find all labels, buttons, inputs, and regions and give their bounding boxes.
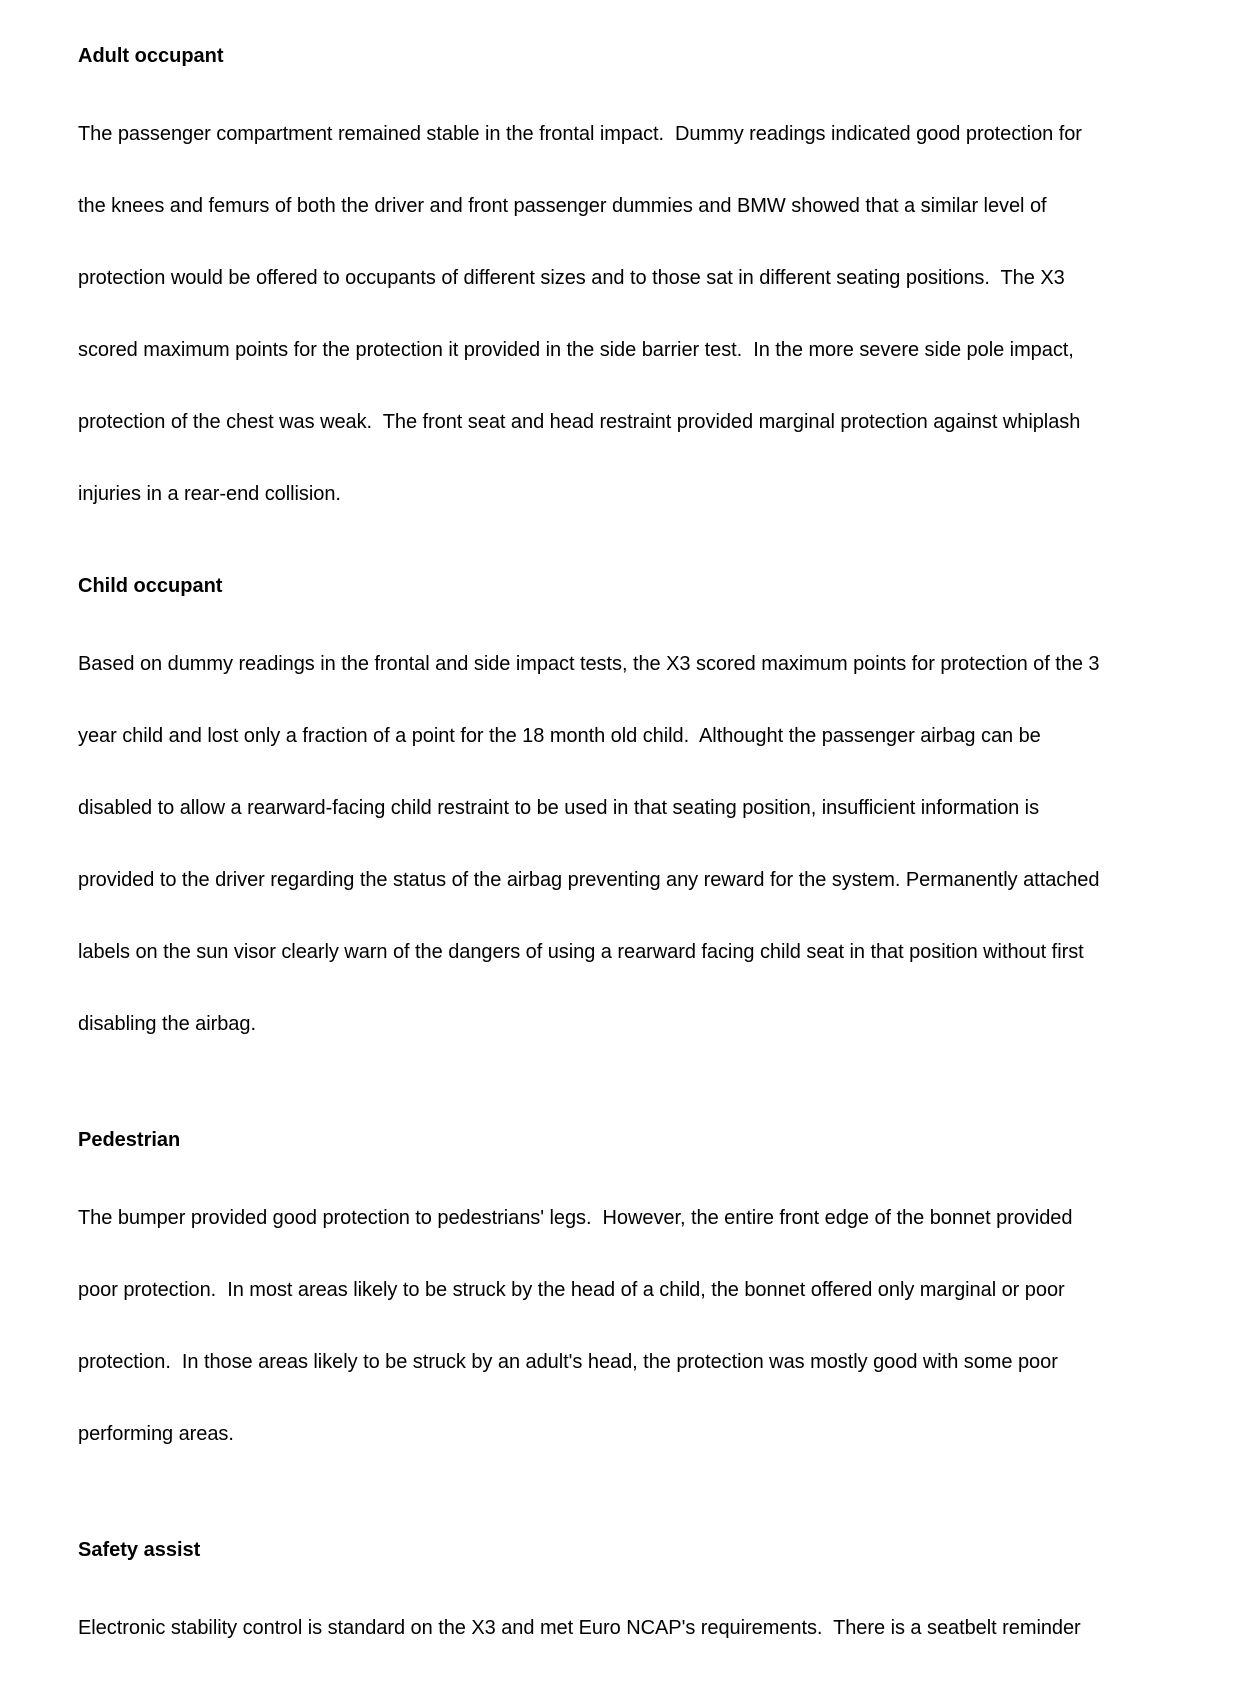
section-heading: Safety assist <box>78 1539 201 1561</box>
paragraph-line: poor protection. In most areas likely to be struck by the head of a child, the bonnet offered only marginal or poor <box>78 1279 1065 1301</box>
section-heading: Adult occupant <box>78 45 224 67</box>
paragraph-line: protection of the chest was weak. The front seat and head restraint provided marginal protection against whiplash <box>78 411 1081 433</box>
section-paragraph <box>78 1158 1168 1494</box>
paragraph-line: Based on dummy readings in the frontal and side impact tests, the X3 scored maximum points for protection of the 3 <box>78 653 1100 675</box>
paragraph-line: protection would be offered to occupants of different sizes and to those sat in different seating positions. The X3 <box>78 267 1065 289</box>
paragraph-line: disabled to allow a rearward-facing child restraint to be used in that seating position, insufficient information is <box>78 797 1040 819</box>
section-spacer <box>78 1084 1168 1126</box>
document-page <box>78 42 1168 1688</box>
section-safety-assist <box>78 1536 1168 1688</box>
section-paragraph <box>78 604 1168 1084</box>
section-adult-occupant <box>78 42 1168 554</box>
section-heading: Pedestrian <box>78 1129 181 1151</box>
paragraph-line: injuries in a rear-end collision. <box>78 483 341 505</box>
paragraph-line: The bumper provided good protection to pedestrians' legs. However, the entire front edge of the bonnet provided <box>78 1207 1073 1229</box>
paragraph-line: The passenger compartment remained stable in the frontal impact. Dummy readings indicated good protection for <box>78 123 1082 145</box>
paragraph-line: the knees and femurs of both the driver and front passenger dummies and BMW showed that a similar level of <box>78 195 1047 217</box>
section-heading: Child occupant <box>78 575 223 597</box>
paragraph-line: performing areas. <box>78 1423 234 1445</box>
section-child-occupant <box>78 572 1168 1084</box>
section-paragraph <box>78 74 1168 554</box>
paragraph-line: year child and lost only a fraction of a point for the 18 month old child. Althought the passenger airbag can be <box>78 725 1041 747</box>
paragraph-line: disabling the airbag. <box>78 1013 256 1035</box>
section-spacer <box>78 554 1168 572</box>
paragraph-line: provided to the driver regarding the status of the airbag preventing any reward for the system. Permanently attached <box>78 869 1100 891</box>
section-spacer <box>78 1494 1168 1536</box>
paragraph-line: Electronic stability control is standard on the X3 and met Euro NCAP's requirements. There is a seatbelt reminder <box>78 1617 1081 1639</box>
paragraph-line: scored maximum points for the protection it provided in the side barrier test. In the more severe side pole impact, <box>78 339 1074 361</box>
section-paragraph <box>78 1568 1168 1688</box>
paragraph-line: labels on the sun visor clearly warn of the dangers of using a rearward facing child seat in that position without first <box>78 941 1084 963</box>
section-pedestrian <box>78 1126 1168 1494</box>
paragraph-line: protection. In those areas likely to be struck by an adult's head, the protection was mostly good with some poor <box>78 1351 1058 1373</box>
